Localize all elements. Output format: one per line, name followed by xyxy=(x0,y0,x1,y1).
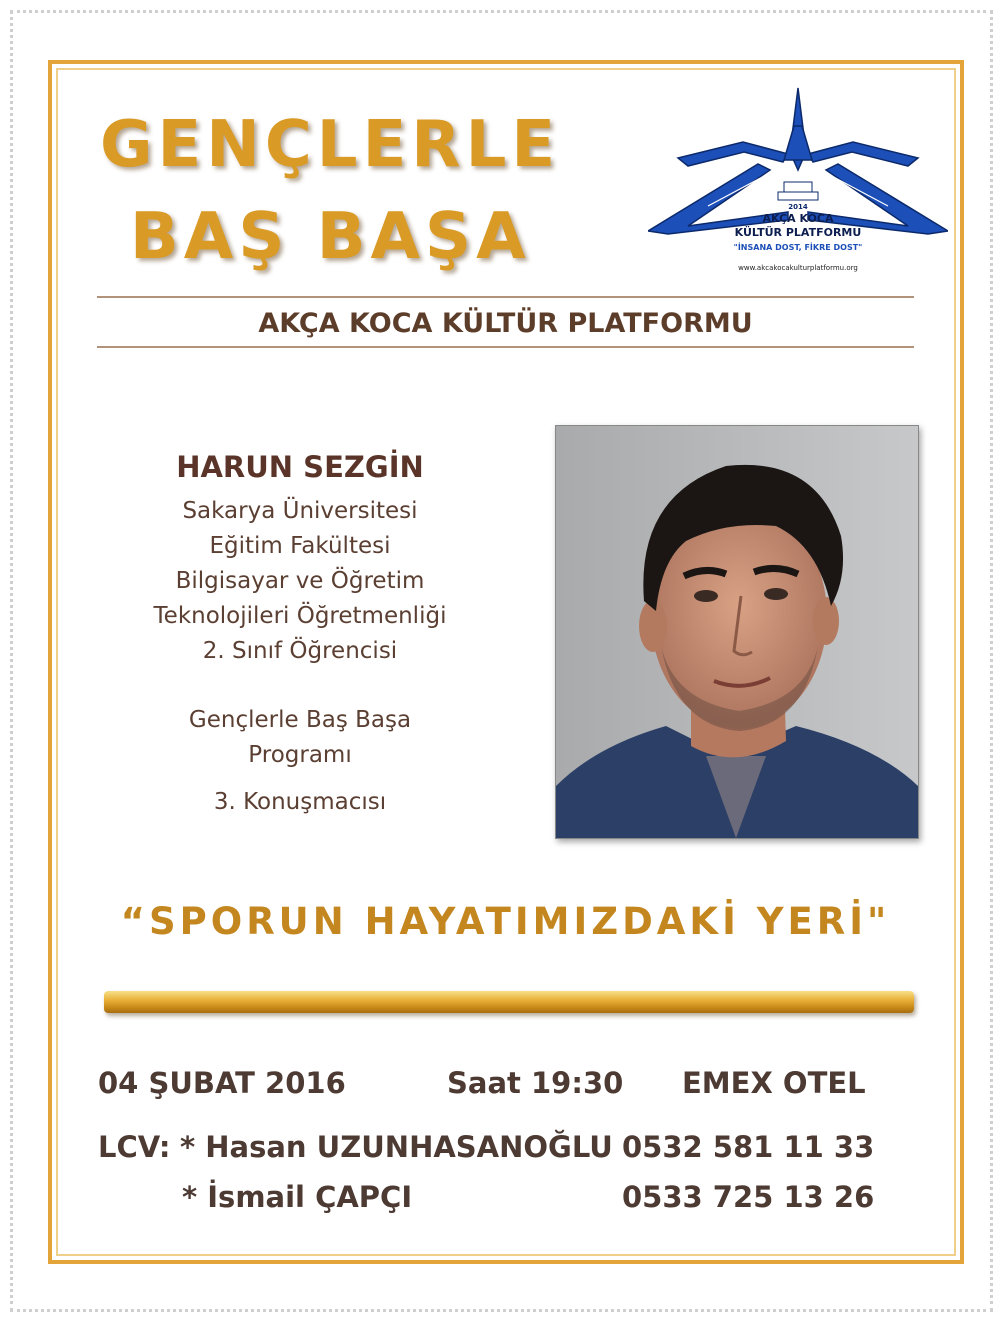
speaker-info xyxy=(100,450,500,820)
contact-name: * Hasan UZUNHASANOĞLU xyxy=(180,1130,613,1164)
program-line: Gençlerle Baş Başa xyxy=(188,707,412,733)
platform-logo xyxy=(648,86,948,276)
speaker-portrait-image xyxy=(556,426,918,838)
title-line-2: BAŞ BAŞA xyxy=(130,200,531,274)
organization-name: AKÇA KOCA KÜLTÜR PLATFORMU xyxy=(258,308,753,339)
speaker-name: HARUN SEZGİN xyxy=(176,450,424,484)
logo-emblem-icon xyxy=(648,86,948,276)
speaker-photo xyxy=(555,425,919,839)
speaker-line: Sakarya Üniversitesi xyxy=(182,498,418,524)
contact-phone: 0533 725 13 26 xyxy=(622,1180,875,1214)
event-time: Saat 19:30 xyxy=(447,1066,624,1100)
speaker-line: Bilgisayar ve Öğretim xyxy=(175,568,425,594)
logo-slogan: "İNSANA DOST, FİKRE DOST" xyxy=(733,243,863,252)
rsvp-label: LCV: xyxy=(98,1130,171,1164)
logo-name-line2: KÜLTÜR PLATFORMU xyxy=(734,226,862,239)
speaker-line: 2. Sınıf Öğrencisi xyxy=(202,638,398,664)
logo-website: www.akcakocakulturplatformu.org xyxy=(738,264,858,272)
contact-phone: 0532 581 11 33 xyxy=(622,1130,875,1164)
event-venue: EMEX OTEL xyxy=(682,1066,866,1100)
divider-bottom xyxy=(97,346,914,348)
divider-top xyxy=(97,296,914,298)
gold-divider-bar xyxy=(104,991,914,1013)
contact-name: * İsmail ÇAPÇI xyxy=(182,1180,413,1214)
logo-name-line1: AKÇA KOCA xyxy=(762,212,834,225)
program-line: Programı xyxy=(248,742,352,768)
talk-topic: “SPORUN HAYATIMIZDAKİ YERİ" xyxy=(120,900,891,943)
speaker-line: Teknolojileri Öğretmenliği xyxy=(153,603,447,629)
logo-year: 2014 xyxy=(788,203,808,211)
speaker-order: 3. Konuşmacısı xyxy=(213,789,387,815)
speaker-line: Eğitim Fakültesi xyxy=(209,533,391,559)
title-line-1: GENÇLERLE xyxy=(100,108,561,182)
event-date: 04 ŞUBAT 2016 xyxy=(98,1066,346,1100)
